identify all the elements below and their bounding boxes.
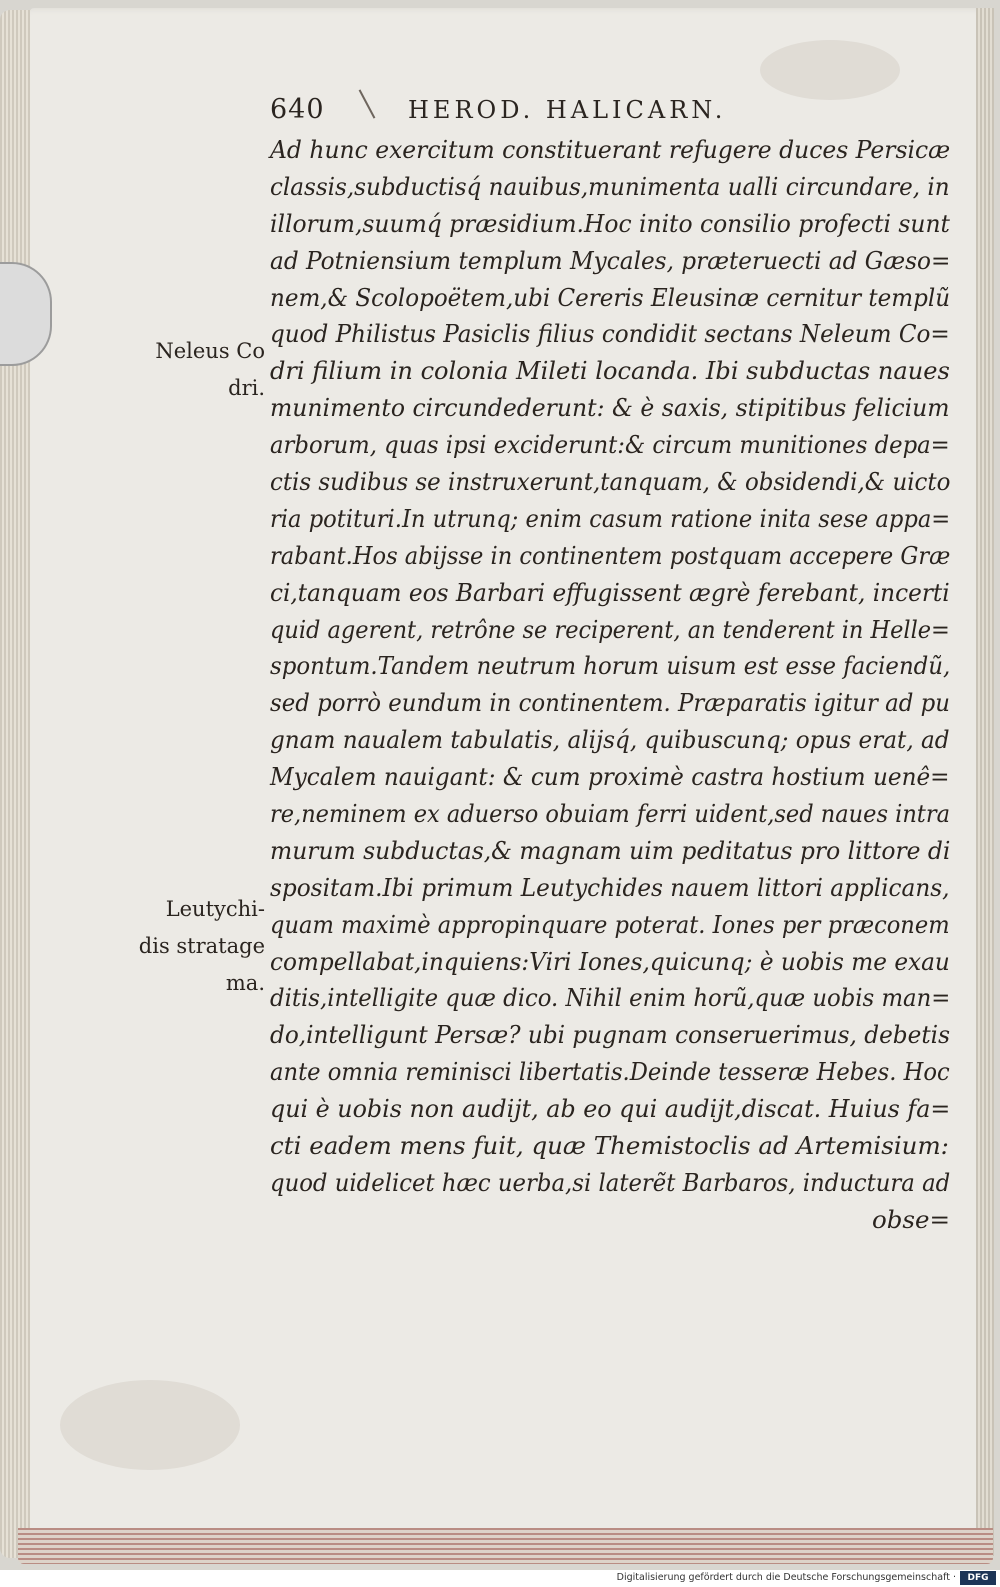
text-line: quod uidelicet hæc uerba,si laterẽt Barbaros, inductura ad [270,1167,951,1197]
text-line: ditis,intelligite quæ dico. Nihil enim horũ,quæ uobis man= [270,983,951,1013]
marginal-note-line: ma. [225,970,265,995]
text-line: spontum.Tandem neutrum horum uisum est esse faciendũ, [270,651,951,681]
header-divider [359,89,376,118]
text-line: ante omnia reminisci libertatis.Deinde tesseræ Hebes. Hoc [270,1057,950,1087]
text-line: sed porrò eundum in continentem. Præparatis igitur ad pu [270,688,950,718]
text-line: nem,& Scolopoëtem,ubi Cereris Eleusinæ cernitur templũ [270,282,951,312]
text-line: ctis sudibus se instruxerunt,tanquam, & obsidendi,& uicto [270,467,951,497]
text-line: qui è uobis non audijt, ab eo qui audijt,discat. Huius fa= [270,1094,951,1124]
marginal-note-neleus [60,333,265,407]
text-line: arborum, quas ipsi exciderunt:& circum munitiones depa= [270,430,950,460]
page-number: 640 [270,94,325,125]
dfg-logo: DFG [960,1571,996,1585]
marginal-note-leutychides [60,891,265,1002]
paper-stain [60,1380,240,1470]
text-line: Ad hunc exercitum constituerant refugere duces Persicæ [270,135,951,164]
text-line: quid agerent, retrône se reciperent, an tenderent in Helle= [270,614,950,644]
running-head: HEROD. HALICARN. [408,96,727,124]
marginal-note-line: Leutychi- [165,897,265,921]
text-line: illorum,suumq́ præsidium.Hoc inito consilio profecti sunt [270,208,950,238]
funding-credit: Digitalisierung gefördert durch die Deutsche Forschungsgemeinschaft · [616,1572,956,1583]
text-line: spositam.Ibi primum Leutychides nauem littori applicans, [270,872,950,902]
text-line: classis,subductisq́ nauibus,munimenta ualli circundare, in [270,171,950,201]
text-line: rabant.Hos abijsse in continentem postquam accepere Græ [270,540,951,570]
text-line: Mycalem nauigant: & cum proximè castra hostium uenê= [270,762,950,792]
catchword: obse= [871,1204,950,1234]
page-edges-right [976,8,994,1556]
page-edges-bottom [18,1528,993,1564]
marginal-note-line: Neleus Co [155,339,265,363]
text-line: ad Potniensium templum Mycales, præteruecti ad Gæso= [270,245,951,275]
text-line: ci,tanquam eos Barbari effugissent ægrè ferebant, incerti [270,577,950,607]
text-line: compellabat,inquiens:Viri Iones,quicunq; è uobis me exau [270,946,950,976]
text-line: quod Philistus Pasiclis filius condidit sectans Neleum Co= [270,319,950,349]
text-line: murum subductas,& magnam uim peditatus pro littore di [270,835,951,865]
text-line: munimento circundederunt: & è saxis, stipitibus felicium [270,393,950,423]
marginal-note-line: dis stratage [138,933,265,958]
text-line: re,neminem ex aduerso obuiam ferri uident,sed naues intra [270,799,950,829]
text-line: dri filium in colonia Mileti locanda. Ibi subductas naues [270,356,950,386]
text-line: do,intelligunt Persæ? ubi pugnam conseruerimus, debetis [270,1020,950,1050]
text-line: ria potituri.In utrunq; enim casum ratione inita sese appa= [270,503,951,533]
body-text [270,132,950,1239]
text-line: gnam naualem tabulatis, alijsq́, quibuscunq; opus erat, ad [270,725,950,755]
paper-stain [760,40,900,100]
text-line: quam maximè appropinquare poterat. Iones per præconem [270,909,950,939]
page-edges-left [0,10,34,1558]
text-line: cti eadem mens fuit, quæ Themistoclis ad Artemisium: [270,1131,949,1161]
marginal-note-line: dri. [228,375,265,400]
